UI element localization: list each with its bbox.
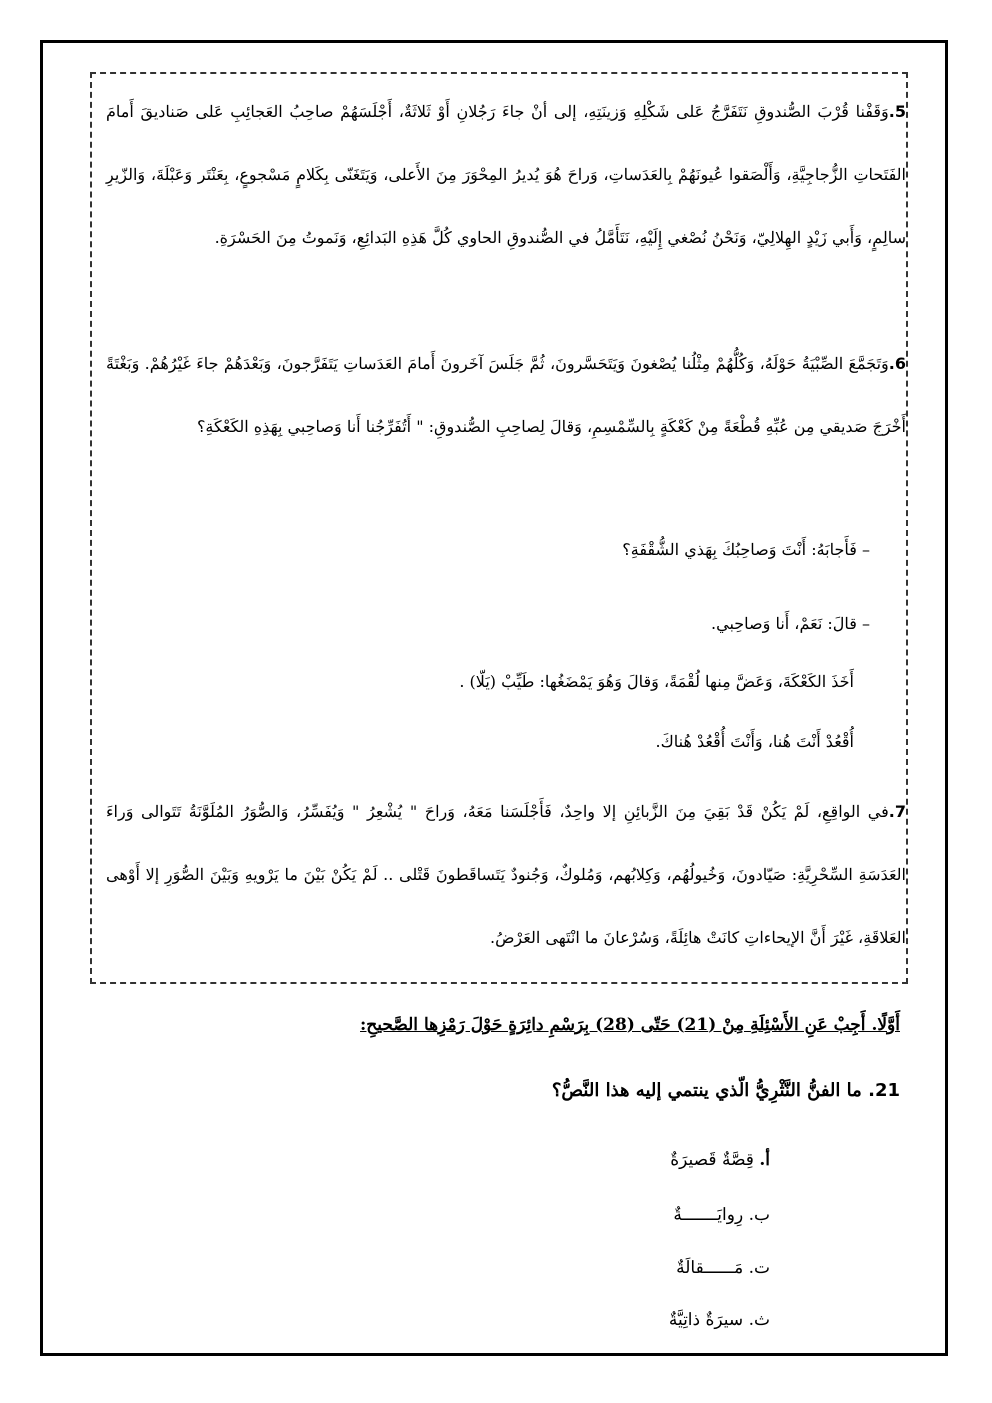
option-text: رِوايَـــــــةٌ xyxy=(673,1205,744,1225)
paragraph-text: وَقَفْنا قُرْبَ الصُّندوقِ نَتَفَرَّجُ عَلى شَكْلِهِ وَزينَتِهِ، إلى أنْ جاءَ رَجُلانِ أَوْ ثَلاثَةٌ، أَجْلَسَهُمْ صاحِبُ العَجائِبِ عَلى صَناديقَ أَمامَ الفَتَحاتِ الزُّجاجِيَّةِ، وَأَلْصَقوا عُيونَهُمْ بِالعَدَساتِ، وَراحَ هُوَ يُديرُ المِحْوَرَ مِنَ الأَعلى، وَيَتَغَنّى بِكَلامٍ مَسْجوعٍ، بِعَنْتَر وَعَبْلَةَ، وَالزّيرِ سالِمٍ، وَأَبي زَيْدٍ الهِلالِيّ، وَنَحْنُ نُصْغي إِلَيْهِ، نَتَأَمَّلُ في الصُّندوقِ الحاوي كُلَّ هَذِهِ البَدائِعِ، وَنَموتُ مِنَ الحَسْرَةِ. xyxy=(106,102,906,247)
dialogue-line: – فَأَجابَهُ: أَنْتَ وَصاحِبُكَ بِهَذي الشُّقْفَةِ؟ xyxy=(622,540,870,559)
question-number: 21. xyxy=(868,1080,900,1101)
paragraph-text: وَتَجَمَّعَ الصِّبْيَةُ حَوْلَهُ، وَكُلُّهُمْ مِثْلُنا يُصْغونَ وَيَتَحَسَّرونَ، ثُمَّ جَلَسَ آخَرونَ أَمامَ العَدَساتِ يَتَفَرَّجونَ، وَبَعْدَهُمْ جاءَ غَيْرُهُمْ. وَبَغْتَةً أَخْرَجَ صَديقي مِن عُبِّهِ قُطْعَةً مِنْ كَعْكَةٍ بِالسِّمْسِمِ، وَقالَ لِصاحِبِ الصُّندوقِ: " أَتُفَرِّجُنا أَنا وَصاحِبي بِهَذِهِ الكَعْكَةِ؟ xyxy=(106,354,906,436)
paragraph-number: 7. xyxy=(888,802,907,821)
section-instructions: أَوَّلًا. أَجِبْ عَنِ الأَسْئِلَةِ مِنْ (21) حَتّى (28) بِرَسْمِ دائِرَةٍ حَوْلَ رَمْزِها الصَّحيحِ: xyxy=(360,1015,900,1035)
paragraph-text: في الواقِعِ، لَمْ يَكُنْ قَدْ بَقِيَ مِنَ الزَّبائِنِ إلا واحِدٌ، فَأَجْلَسَنا مَعَهُ، وَراحَ " يُشْعِرُ " وَيُفَسِّرُ، وَالصُّوَرُ المُلَوَّنَةُ تَتَوالى وَراءَ العَدَسَةِ السِّحْرِيَّةِ: صَيّادونَ، وَخُيولُهُم، وَكِلابُهم، وَمُلوكٌ، وَجُنودٌ يَتَساقَطونَ قَتْلى .. لَمْ يَكُنْ بَيْنَ ما يَرْويهِ وَبَيْنَ الصُّوَرِ إلا أَوْهى العَلاقَةِ، غَيْرَ أَنَّ الإيحاءاتِ كانَتْ هائِلَةً، وَسُرْعانَ ما انْتَهى العَرْضُ. xyxy=(106,802,906,947)
option-text: سيرَةٌ ذاتِيَّةٌ xyxy=(668,1310,744,1330)
paragraph-number: 5. xyxy=(888,102,906,121)
option-label: ت. xyxy=(748,1258,770,1278)
question-21 xyxy=(552,1080,900,1101)
question-text: ما الفنُّ النَّثْرِيُّ الّذي ينتمي إليه هذا النَّصُّ؟ xyxy=(551,1080,862,1101)
paragraph-7 xyxy=(106,780,906,969)
paragraph-5 xyxy=(106,80,906,269)
dialogue-line: أُقْعُدْ أَنْتَ هُنا، وَأَنْتَ أُقْعُدْ هُناكَ. xyxy=(655,732,854,751)
option-text: قِصَّةٌ قَصيرَةٌ xyxy=(670,1150,754,1170)
reading-passage-box xyxy=(90,72,908,984)
option-text: مَــــــقالَةٌ xyxy=(676,1258,744,1278)
answer-option-b[interactable] xyxy=(673,1205,770,1225)
answer-option-th[interactable] xyxy=(669,1310,770,1330)
option-label: ب. xyxy=(748,1205,770,1225)
option-label: أ. xyxy=(759,1150,770,1170)
dialogue-line: أَخَذَ الكَعْكَةَ، وَعَضَّ مِنها لُقْمَةً، وَقالَ وَهُوَ يَمْضَغُها: طَيِّبْ (يَلّا) . xyxy=(459,672,854,691)
answer-option-a[interactable] xyxy=(670,1150,770,1170)
dialogue-line: – قالَ: نَعَمْ، أَنا وَصاحِبي. xyxy=(711,614,870,633)
answer-option-t[interactable] xyxy=(676,1258,770,1278)
paragraph-number: 6. xyxy=(888,354,906,373)
paragraph-6 xyxy=(106,332,906,458)
option-label: ث. xyxy=(748,1310,770,1330)
